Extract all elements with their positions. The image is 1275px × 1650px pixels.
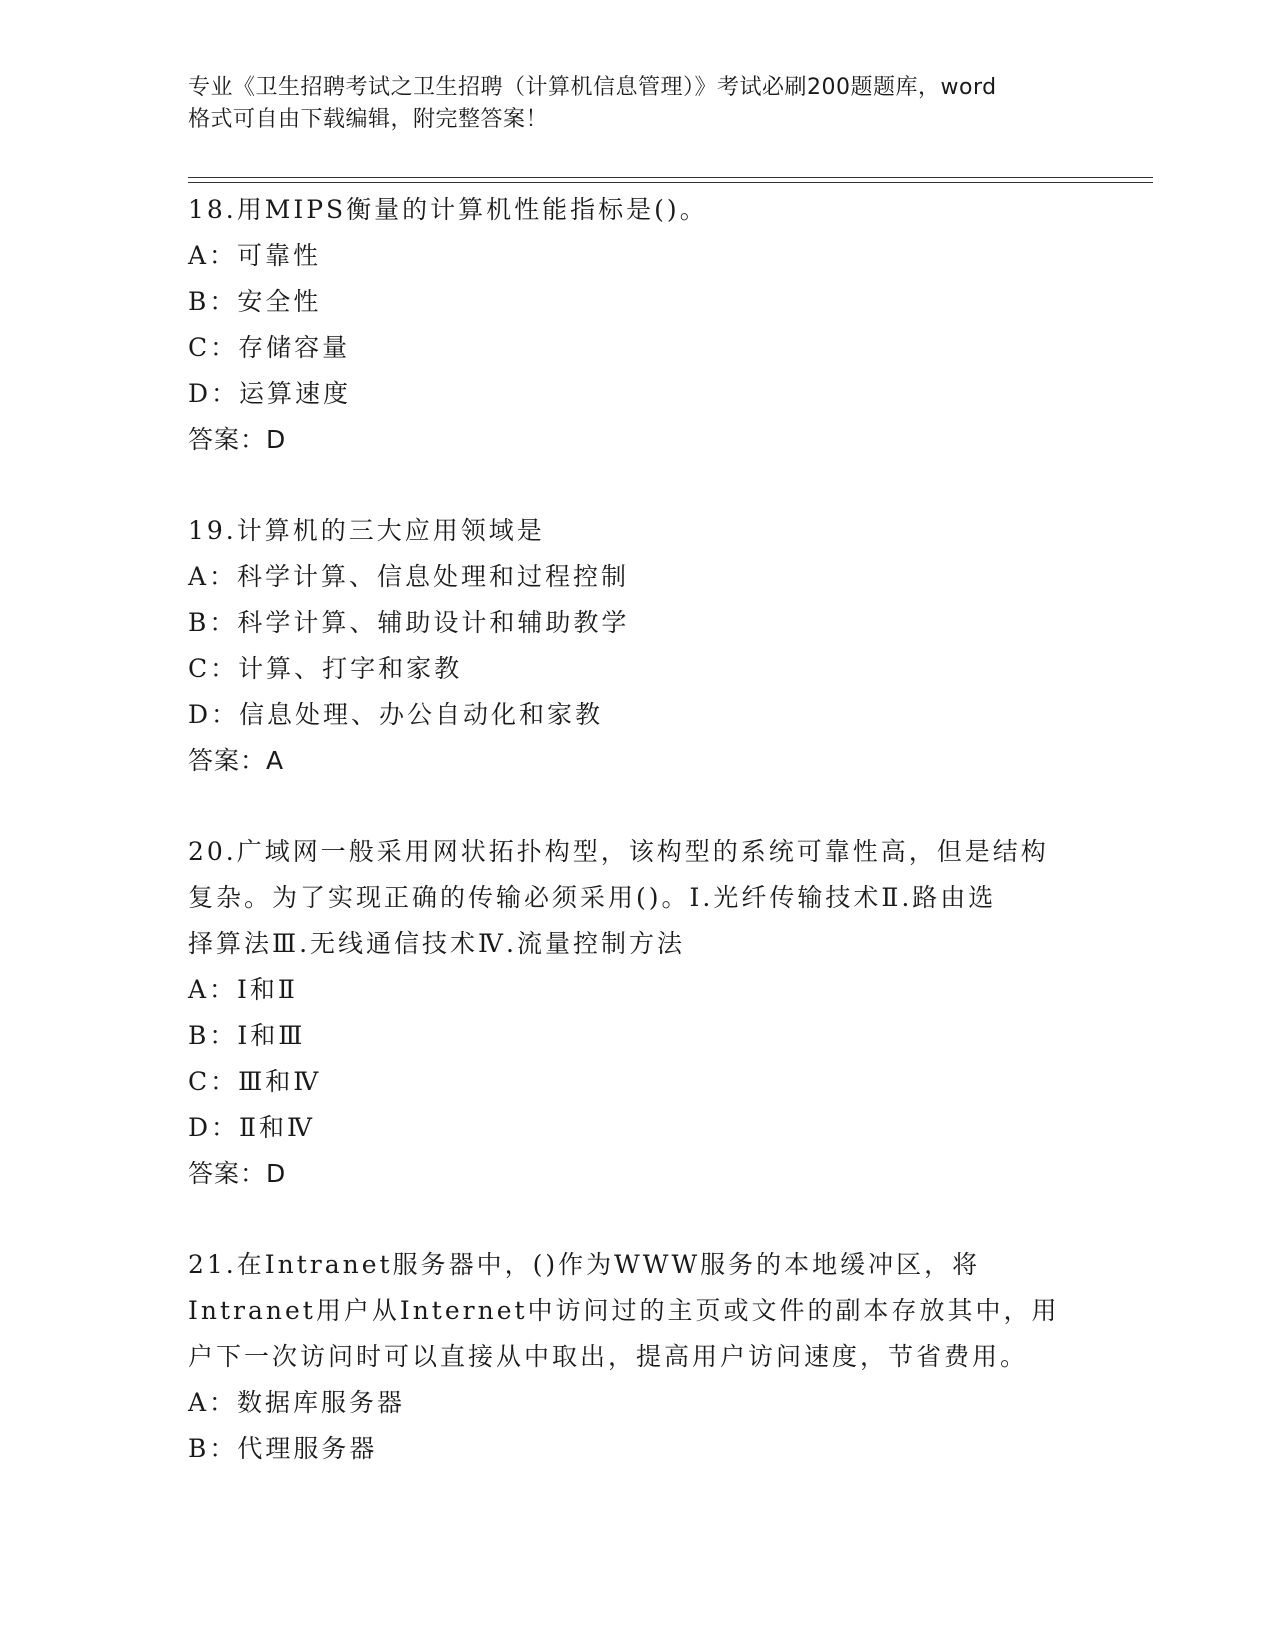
option-d: D：Ⅱ和Ⅳ (188, 1113, 316, 1142)
answer: 答案：D (188, 425, 287, 454)
header-line-2: 格式可自由下载编辑，附完整答案！ (188, 107, 549, 132)
spacer (188, 463, 1088, 508)
answer: 答案：D (188, 1159, 287, 1188)
option-c: C：Ⅲ和Ⅳ (188, 1067, 322, 1096)
header-divider-top (188, 177, 1153, 178)
question-text-line-1: 20.广域网一般采用网状拓扑构型，该构型的系统可靠性高，但是结构 (188, 837, 1049, 866)
question-21 (188, 1242, 1088, 1472)
option-b: B：科学计算、辅助设计和辅助教学 (188, 608, 630, 637)
question-text: 18.用MIPS衡量的计算机性能指标是()。 (188, 195, 708, 224)
question-text-line-2: Intranet用户从Internet中访问过的主页或文件的副本存放其中，用 (188, 1296, 1060, 1325)
question-19 (188, 508, 1088, 784)
question-18 (188, 187, 1088, 463)
option-a: A：数据库服务器 (188, 1388, 406, 1417)
header-line-1: 专业《卫生招聘考试之卫生招聘（计算机信息管理）》考试必刷200题题库，word (188, 75, 997, 100)
question-list (188, 187, 1088, 1472)
question-text: 19.计算机的三大应用领域是 (188, 516, 545, 545)
question-text-line-1: 21.在Intranet服务器中，()作为WWW服务的本地缓冲区，将 (188, 1250, 981, 1279)
spacer (188, 784, 1088, 829)
option-a: A：Ⅰ和Ⅱ (188, 975, 298, 1004)
option-d: D：运算速度 (188, 379, 352, 408)
question-text-line-3: 户下一次访问时可以直接从中取出，提高用户访问速度，节省费用。 (188, 1342, 1029, 1371)
option-d: D：信息处理、办公自动化和家教 (188, 700, 604, 729)
option-b: B：Ⅰ和Ⅲ (188, 1021, 306, 1050)
question-text-line-3: 择算法Ⅲ.无线通信技术Ⅳ.流量控制方法 (188, 929, 685, 958)
option-a: A：可靠性 (188, 241, 322, 270)
question-20 (188, 829, 1088, 1197)
question-text-line-2: 复杂。为了实现正确的传输必须采用()。Ⅰ.光纤传输技术Ⅱ.路由选 (188, 883, 997, 912)
option-b: B：代理服务器 (188, 1434, 378, 1463)
option-a: A：科学计算、信息处理和过程控制 (188, 562, 630, 591)
header-divider-bottom (188, 182, 1153, 183)
spacer (188, 1197, 1088, 1242)
document-header (188, 72, 1088, 136)
option-c: C：计算、打字和家教 (188, 654, 463, 683)
option-c: C：存储容量 (188, 333, 351, 362)
option-b: B：安全性 (188, 287, 322, 316)
answer: 答案：A (188, 746, 285, 775)
